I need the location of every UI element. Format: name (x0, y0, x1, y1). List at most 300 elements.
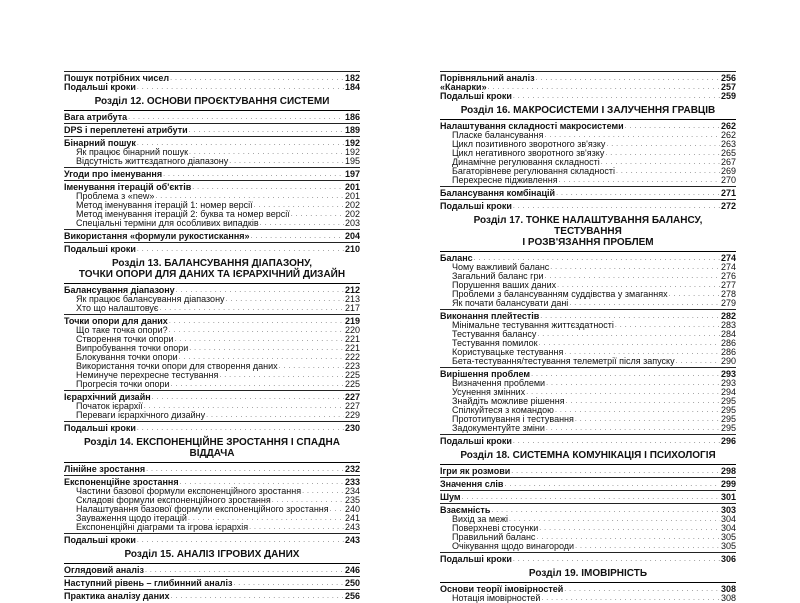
toc-entry (64, 579, 360, 588)
toc-page-number: 290 (720, 356, 736, 366)
toc-entry-title: «Канарки» (440, 82, 487, 92)
toc-dot-leader (128, 113, 344, 122)
toc-entry-title: Багаторівневе регулювання складності (452, 166, 616, 176)
toc-entry-title: Експоненційне зростання (64, 477, 179, 487)
toc-section (64, 421, 360, 433)
toc-subentry (440, 594, 736, 603)
toc-dot-leader (539, 339, 720, 348)
toc-section (64, 110, 360, 122)
toc-page-number: 213 (344, 294, 360, 304)
chapter-heading (64, 546, 360, 562)
toc-dot-leader (669, 290, 720, 299)
chapter-heading (440, 102, 736, 118)
toc-page-number: 227 (344, 401, 360, 411)
toc-section (64, 242, 360, 254)
toc-page-number: 220 (344, 325, 360, 335)
toc-dot-leader (137, 536, 344, 545)
toc-subentry (440, 542, 736, 551)
chapter-heading (440, 565, 736, 581)
toc-page-number: 274 (720, 262, 736, 272)
toc-entry-title: Шум (440, 492, 461, 502)
toc-entry-title: Очікування щодо винагороди (452, 541, 575, 551)
toc-page-number: 221 (344, 334, 360, 344)
toc-dot-leader (169, 326, 344, 335)
toc-dot-leader (171, 380, 344, 389)
toc-page-number: 201 (344, 191, 360, 201)
toc-entry-title: Точки опори для даних (64, 316, 168, 326)
toc-entry-title: Визначення проблеми (452, 378, 546, 388)
toc-entry-title: Поверхневі стосунки (452, 523, 539, 533)
toc-entry-title: Створення точки опори (76, 334, 174, 344)
toc-page-number: 305 (720, 541, 736, 551)
toc-page-number: 195 (344, 156, 360, 166)
toc-page-number: 186 (344, 112, 360, 122)
toc-entry (64, 83, 360, 92)
toc-left-page (64, 70, 360, 601)
toc-entry-title: Подальші кроки (64, 423, 136, 433)
toc-dot-leader (606, 140, 720, 149)
toc-section (440, 582, 736, 603)
toc-entry-title: Наступний рівень – глибинний аналіз (64, 578, 233, 588)
toc-entry-title: Нотація імовірностей (452, 593, 541, 603)
toc-page-number: 276 (720, 271, 736, 281)
toc-entry (440, 202, 736, 211)
toc-dot-leader (513, 437, 720, 446)
toc-dot-leader (569, 299, 720, 308)
toc-page-number: 212 (344, 285, 360, 295)
toc-entry-title: Проблема з «new» (76, 191, 155, 201)
toc-page-number: 225 (344, 370, 360, 380)
toc-dot-leader (160, 304, 344, 313)
toc-entry (440, 189, 736, 198)
toc-page-number: 267 (720, 157, 736, 167)
toc-page-number: 303 (720, 505, 736, 515)
toc-entry-title: Цикл позитивного зворотного зв'язку (452, 139, 606, 149)
toc-dot-leader (137, 245, 344, 254)
toc-entry-title: Знайдіть можливе рішення (452, 396, 565, 406)
toc-entry (440, 493, 736, 502)
toc-page-number: 282 (720, 311, 736, 321)
toc-entry-title: Зауваження щодо ітерацій (76, 513, 187, 523)
toc-dot-leader (575, 415, 720, 424)
toc-entry-title: Ігри як розмови (440, 466, 511, 476)
toc-dot-leader (605, 149, 720, 158)
toc-section (440, 186, 736, 198)
toc-page-number: 230 (344, 423, 360, 433)
toc-entry (440, 555, 736, 564)
toc-entry-title: Подальші кроки (440, 91, 512, 101)
toc-dot-leader (171, 592, 344, 601)
toc-section (64, 123, 360, 135)
toc-dot-leader (625, 122, 720, 131)
toc-page-number: 257 (720, 82, 736, 92)
toc-page-number: 256 (344, 591, 360, 601)
toc-entry-title: Тестування помилок (452, 338, 538, 348)
toc-entry-title: Подальші кроки (440, 201, 512, 211)
toc-entry (64, 592, 360, 601)
toc-entry-title: Експоненційні діаграми та ігрова ієрархія (76, 522, 249, 532)
toc-entry-title: Випробування точки опори (76, 343, 189, 353)
toc-dot-leader (189, 344, 344, 353)
toc-dot-leader (330, 505, 344, 514)
toc-page-number: 295 (720, 405, 736, 415)
toc-dot-leader (513, 555, 720, 564)
toc-page-number: 221 (344, 343, 360, 353)
toc-section (64, 283, 360, 313)
toc-entry (440, 92, 736, 101)
toc-dot-leader (249, 523, 344, 532)
toc-entry-title: DPS і переплетені атрибути (64, 125, 188, 135)
toc-entry-title: Налаштування базової формули експоненційного зростання (76, 504, 329, 514)
toc-subentry (440, 299, 736, 308)
toc-entry (64, 232, 360, 241)
toc-page-number: 269 (720, 166, 736, 176)
toc-entry-title: Іменування ітерацій об'єктів (64, 182, 192, 192)
toc-entry-title: Початок ієрархії (76, 401, 143, 411)
toc-page-number: 294 (720, 387, 736, 397)
chapter-heading (440, 447, 736, 463)
chapter-heading-line: Розділ 15. АНАЛІЗ ІГРОВИХ ДАНИХ (124, 549, 300, 560)
toc-subentry (440, 424, 736, 433)
toc-dot-leader (488, 83, 720, 92)
chapter-heading-line: Розділ 17. ТОНКЕ НАЛАШТУВАННЯ БАЛАНСУ, ТЕСТУВАННЯ (473, 215, 703, 237)
toc-entry-title: Як почати балансувати дані (452, 298, 569, 308)
toc-page-number: 202 (344, 209, 360, 219)
toc-entry-title: Прогресія точки опори (76, 379, 170, 389)
toc-page-number: 272 (720, 201, 736, 211)
toc-entry (64, 424, 360, 433)
toc-page-number: 203 (344, 218, 360, 228)
toc-entry (64, 536, 360, 545)
toc-entry-title: Подальші кроки (440, 554, 512, 564)
toc-page-number: 204 (344, 231, 360, 241)
toc-subentry (64, 219, 360, 228)
toc-section (440, 503, 736, 551)
toc-entry (64, 245, 360, 254)
toc-page-number: 298 (720, 466, 736, 476)
toc-section (64, 563, 360, 575)
toc-section (440, 199, 736, 211)
toc-entry-title: Задокументуйте зміни (452, 423, 545, 433)
toc-section (440, 434, 736, 446)
toc-section (64, 462, 360, 474)
toc-entry-title: Правильний баланс (452, 532, 536, 542)
toc-entry-title: Перехресне підживлення (452, 175, 558, 185)
toc-entry-title: Метод іменування ітерацій 1: номер версії (76, 200, 253, 210)
toc-dot-leader (601, 158, 720, 167)
toc-dot-leader (504, 480, 720, 489)
toc-entry-title: Практика аналізу даних (64, 591, 170, 601)
toc-page-number: 210 (344, 244, 360, 254)
toc-dot-leader (564, 585, 720, 594)
toc-entry (440, 467, 736, 476)
toc-entry (64, 566, 360, 575)
toc-page-number: 240 (344, 504, 360, 514)
toc-dot-leader (206, 411, 344, 420)
toc-section (440, 367, 736, 433)
toc-page-number: 189 (344, 125, 360, 135)
toc-dot-leader (546, 379, 720, 388)
chapter-heading-line: Розділ 19. ІМОВІРНІСТЬ (528, 568, 648, 579)
toc-page-number: 293 (720, 378, 736, 388)
toc-page-number: 306 (720, 554, 736, 564)
toc-section (64, 589, 360, 601)
toc-section (64, 71, 360, 92)
toc-dot-leader (537, 330, 720, 339)
toc-page-number: 283 (720, 320, 736, 330)
toc-dot-leader (137, 83, 344, 92)
toc-dot-leader (556, 189, 720, 198)
toc-entry-title: Балансування діапазону (64, 285, 175, 295)
toc-dot-leader (513, 92, 720, 101)
toc-page-number: 286 (720, 338, 736, 348)
toc-entry-title: Динамічне регулювання складності (452, 157, 600, 167)
toc-page-number: 225 (344, 379, 360, 389)
toc-dot-leader (566, 397, 720, 406)
toc-section (64, 533, 360, 545)
chapter-heading (64, 434, 360, 461)
toc-dot-leader (550, 263, 720, 272)
toc-section (64, 167, 360, 179)
toc-dot-leader (137, 424, 344, 433)
toc-dot-leader (279, 362, 344, 371)
toc-page-number: 256 (720, 73, 736, 83)
toc-section (440, 552, 736, 564)
toc-entry (64, 113, 360, 122)
toc-subentry (440, 176, 736, 185)
toc-page-number: 295 (720, 396, 736, 406)
toc-section (64, 314, 360, 389)
toc-page-number: 286 (720, 347, 736, 357)
toc-page-number: 293 (720, 369, 736, 379)
toc-entry-title: Частини базової формули експоненційного зростання (76, 486, 302, 496)
toc-section (440, 251, 736, 308)
toc-dot-leader (163, 170, 344, 179)
toc-entry-title: Подальші кроки (440, 436, 512, 446)
toc-entry-title: Спеціальні терміни для особливих випадків (76, 218, 259, 228)
toc-dot-leader (229, 157, 344, 166)
toc-entry-title: Блокування точки опори (76, 352, 178, 362)
toc-dot-leader (541, 594, 720, 603)
toc-page-number: 234 (344, 486, 360, 496)
toc-page-number: 182 (344, 73, 360, 83)
toc-entry-title: Значення слів (440, 479, 504, 489)
toc-page-number: 202 (344, 200, 360, 210)
chapter-heading (440, 212, 736, 250)
toc-dot-leader (545, 272, 720, 281)
toc-entry-title: Основи теорії імовірностей (440, 584, 564, 594)
toc-page-number: 243 (344, 535, 360, 545)
chapter-heading-line: ТОЧКИ ОПОРИ ДЛЯ ДАНИХ ТА ІЄРАРХІЧНИЙ ДИЗАЙН (78, 269, 346, 280)
toc-dot-leader (145, 566, 344, 575)
toc-entry-title: Подальші кроки (64, 82, 136, 92)
chapter-heading (64, 93, 360, 109)
toc-page-number: 279 (720, 298, 736, 308)
toc-dot-leader (302, 487, 344, 496)
toc-dot-leader (536, 74, 720, 83)
toc-page-number: 299 (720, 479, 736, 489)
toc-entry-title: Порушення ваших даних (452, 280, 557, 290)
toc-page-number: 233 (344, 477, 360, 487)
toc-section (64, 475, 360, 532)
toc-page-number: 308 (720, 593, 736, 603)
toc-entry-title: Що таке точка опори? (76, 325, 168, 335)
toc-dot-leader (509, 515, 720, 524)
toc-page-number: 265 (720, 148, 736, 158)
chapter-heading-line: Розділ 12. ОСНОВИ ПРОЄКТУВАННЯ СИСТЕМИ (94, 96, 330, 107)
toc-section (64, 390, 360, 420)
toc-page-number: 259 (720, 91, 736, 101)
toc-page-number: 223 (344, 361, 360, 371)
toc-entry-title: Використання «формули рукостискання» (64, 231, 250, 241)
toc-page-number: 308 (720, 584, 736, 594)
toc-entry-title: Відсутність життєздатного діапазону (76, 156, 229, 166)
toc-entry-title: Бета-тестування/тестування телеметрії після запуску (452, 356, 675, 366)
toc-dot-leader (175, 335, 344, 344)
toc-dot-leader (539, 524, 720, 533)
toc-page-number: 217 (344, 303, 360, 313)
chapter-heading-line: Розділ 14. ЕКСПОНЕНЦІЙНЕ ЗРОСТАННЯ І СПАДНА ВІДДАЧА (84, 437, 340, 459)
toc-page-number: 241 (344, 513, 360, 523)
toc-dot-leader (559, 176, 720, 185)
toc-entry-title: Подальші кроки (64, 244, 136, 254)
toc-dot-leader (146, 465, 344, 474)
toc-entry-title: Лінійне зростання (64, 464, 146, 474)
toc-entry-title: Чому важливий баланс (452, 262, 550, 272)
toc-entry-title: Вихід за межі (452, 514, 509, 524)
toc-page-number: 197 (344, 169, 360, 179)
toc-entry-title: Переваги ієрархічного дизайну (76, 410, 206, 420)
toc-page-number: 219 (344, 316, 360, 326)
toc-subentry (64, 304, 360, 313)
toc-page-number: 304 (720, 523, 736, 533)
toc-page-number: 304 (720, 514, 736, 524)
toc-dot-leader (676, 357, 720, 366)
toc-page-number: 296 (720, 436, 736, 446)
toc-entry-title: Балансування комбінацій (440, 188, 556, 198)
chapter-heading-line: Розділ 16. МАКРОСИСТЕМИ І ЗАЛУЧЕННЯ ГРАВЦІВ (460, 105, 716, 116)
toc-entry-title: Виконання плейтестів (440, 311, 540, 321)
toc-dot-leader (546, 424, 720, 433)
toc-subentry (64, 523, 360, 532)
toc-entry-title: Використання точки опори для створення даних (76, 361, 278, 371)
toc-dot-leader (491, 506, 720, 515)
toc-entry-title: Порівняльний аналіз (440, 73, 535, 83)
toc-dot-leader (251, 232, 344, 241)
toc-section (440, 477, 736, 489)
toc-entry-title: Спілкуйтеся з командою (452, 405, 554, 415)
toc-entry-title: Хто що налаштовує (76, 303, 159, 313)
toc-entry-title: Пошук потрібних чисел (64, 73, 170, 83)
toc-entry-title: Як працює бінарний пошук (76, 147, 189, 157)
toc-entry-title: Користувацьке тестування (452, 347, 564, 357)
toc-entry (440, 480, 736, 489)
toc-dot-leader (192, 183, 344, 192)
toc-entry-title: Тестування балансу (452, 329, 537, 339)
toc-entry-title: Складові формули експоненційного зростання (76, 495, 271, 505)
toc-page-number: 227 (344, 392, 360, 402)
toc-entry-title: Проблеми з балансуванням суддівства у змаганнях (452, 289, 668, 299)
toc-page-number: 277 (720, 280, 736, 290)
toc-dot-leader (513, 202, 720, 211)
toc-dot-leader (152, 393, 344, 402)
toc-entry-title: Взаємність (440, 505, 491, 515)
toc-subentry (64, 157, 360, 166)
toc-section (440, 71, 736, 101)
toc-entry (64, 465, 360, 474)
toc-entry-title: Вага атрибута (64, 112, 128, 122)
toc-subentry (64, 411, 360, 420)
toc-page-number: 222 (344, 352, 360, 362)
toc-page-number: 229 (344, 410, 360, 420)
toc-entry-title: Мінімальне тестування життєздатності (452, 320, 614, 330)
toc-entry-title: Цикл негативного зворотного зв'язку (452, 148, 605, 158)
toc-dot-leader (575, 542, 720, 551)
toc-entry-title: Пласке балансування (452, 130, 544, 140)
toc-entry (64, 126, 360, 135)
toc-page-number: 232 (344, 464, 360, 474)
toc-entry-title: Усунення змінних (452, 387, 526, 397)
toc-dot-leader (511, 467, 720, 476)
toc-page-number: 305 (720, 532, 736, 542)
chapter-heading-line: І РОЗВ'ЯЗАННЯ ПРОБЛЕМ (522, 237, 654, 248)
toc-entry-title: Ієрархічний дизайн (64, 392, 151, 402)
toc-dot-leader (555, 406, 720, 415)
toc-section (64, 180, 360, 228)
toc-right-page (440, 70, 736, 603)
toc-page-number: 278 (720, 289, 736, 299)
toc-dot-leader (260, 219, 344, 228)
toc-page-number: 243 (344, 522, 360, 532)
toc-entry-title: Метод іменування ітерацій 2: буква та номер версії (76, 209, 290, 219)
toc-entry-title: Угоди про іменування (64, 169, 163, 179)
toc-section (64, 136, 360, 166)
chapter-heading-line: Розділ 18. СИСТЕМНА КОМУНІКАЦІЯ І ПСИХОЛОГІЯ (460, 450, 716, 461)
toc-page-number: 262 (720, 130, 736, 140)
toc-entry-title: Прототипування і тестування (452, 414, 574, 424)
toc-entry (440, 585, 736, 594)
toc-entry-title: Загальний баланс гри (452, 271, 544, 281)
toc-dot-leader (531, 370, 720, 379)
toc-entry-title: Вирішення проблем (440, 369, 531, 379)
toc-entry (64, 170, 360, 179)
toc-page-number: 184 (344, 82, 360, 92)
toc-entry-title: Налаштування складності макросистеми (440, 121, 624, 131)
toc-entry-title: Оглядовий аналіз (64, 565, 144, 575)
toc-subentry (440, 357, 736, 366)
toc-section (64, 229, 360, 241)
toc-page-number: 263 (720, 139, 736, 149)
toc-section (64, 576, 360, 588)
toc-entry-title: Подальші кроки (64, 535, 136, 545)
toc-page-number: 192 (344, 147, 360, 157)
toc-page-number: 201 (344, 182, 360, 192)
chapter-heading-line: Розділ 13. БАЛАНСУВАННЯ ДІАПАЗОНУ, (112, 258, 312, 269)
toc-section (440, 309, 736, 366)
toc-dot-leader (226, 295, 344, 304)
toc-page-number: 270 (720, 175, 736, 185)
toc-page-number: 274 (720, 253, 736, 263)
toc-page-number: 295 (720, 414, 736, 424)
toc-dot-leader (233, 579, 344, 588)
toc-dot-leader (170, 74, 344, 83)
toc-entry (440, 437, 736, 446)
toc-dot-leader (219, 371, 344, 380)
toc-subentry (64, 380, 360, 389)
toc-entry-title: Баланс (440, 253, 473, 263)
toc-section (440, 119, 736, 185)
toc-entry-title: Бінарний пошук (64, 138, 136, 148)
